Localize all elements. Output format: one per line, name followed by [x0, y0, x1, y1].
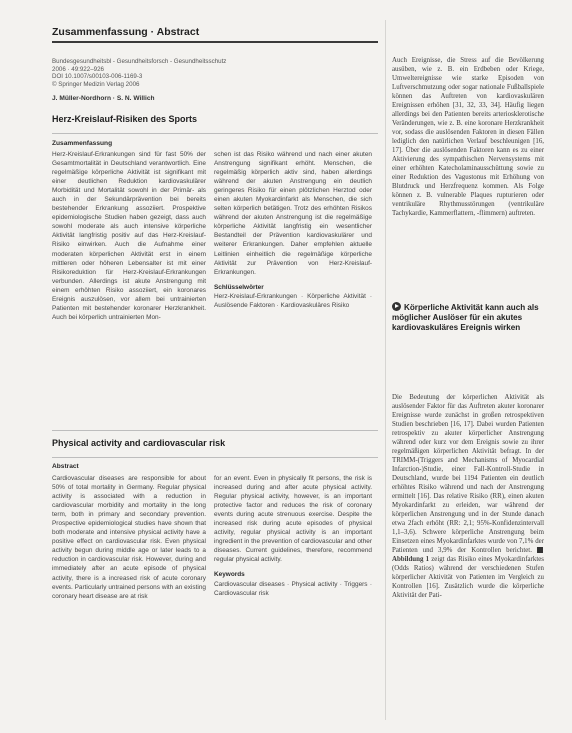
doi-line: DOI 10.1007/s00103-006-1169-3 — [52, 73, 143, 81]
figure-reference-icon — [537, 547, 543, 553]
right-column-text-1 — [392, 56, 544, 278]
english-abstract-text-1: Cardiovascular diseases are responsible for about 50% of total mortality in Germany. Regular physical activity is associated with a reduction in cardiovascular morbidity and mortality in the long term, both in primary and secondary prevention. Prospective epidemiological studies have shown that both moderate and intensive physical activity have a positive effect on cardiovascular risk. Even physical activity begun during middle age or later leads to a reduction in cardiovascular risk. However, during and immediately after an acute episode of physical activity, there is a increased risk of acute coronary events. Particularly untrained persons with an existing coronary heart disease are at risk — [52, 475, 206, 600]
german-keywords-heading: Schlüsselwörter — [214, 283, 264, 291]
right-column-text-2 — [392, 393, 544, 723]
copyright-line: © Springer Medizin Verlag 2006 — [52, 80, 140, 88]
english-abstract-col2 — [214, 474, 372, 706]
body-paragraph-2a: Die Bedeutung der körperlichen Aktivität als auslösender Faktor für das Auftreten akuter koronarer Ereignisse wurde zunächst in großen retrospektiven Studien beschrieben [16, 17]. Dabei wurden Patienten retrospektiv zu akuter körperlicher Anstrengung während oder kurz vor dem Ereignis sowie zu ihrer regelmäßigen körperlichen Aktivität befragt. In der TRIMM-(Triggers and Mechanisms of Myocardial Infarction-)Studie, einer Fall-Kontroll-Studie in Deutschland, wurde bei 1194 Patienten ein deutlich erhöhtes Risiko während und nach der Anstrengung ermittelt [16]. Das relative Risiko (RR), einen akuten Myokardinfarkt zu erleiden, war während der körperlichen Anstrengung und in der Stunde danach etwa 2fach erhöht (RR: 2,1; 95%-Konfidenzintervall 1,1–3,6). Schwere körperliche Anstrengung beim Einsetzen eines Myokardinfarktes wurde von 7,1% der Patienten und 3,9% der Kontrollen berichtet. — [392, 394, 544, 554]
authors: J. Müller-Nordhorn · S. N. Willich — [52, 95, 155, 102]
column-divider — [385, 20, 386, 720]
english-keywords-heading: Keywords — [214, 571, 245, 579]
german-keywords: Herz-Kreislauf-Erkrankungen · Körperliche Aktivität · Auslösende Faktoren · Kardiovaskuläres Risiko — [214, 292, 372, 309]
german-title: Herz-Kreislauf-Risiken des Sports — [52, 114, 198, 124]
english-top-rule — [52, 430, 378, 431]
german-abstract-col2 — [214, 150, 372, 423]
citation-line: Bundesgesundheitsbl - Gesundheitsforsch - Gesundheitsschutz 2006 · 49:922–926 — [52, 58, 227, 73]
figure-reference[interactable]: Abbildung 1 — [392, 556, 430, 563]
section-arrow-icon — [392, 302, 401, 311]
page-header — [52, 26, 378, 43]
body-paragraph-2b: zeigt das Risiko eines Myokardinfarktes (Odds Ratios) während der verschiedenen Stufen körperlicher Aktivität von Patienten im Vergleich zu Kontrollen [16]. Zusätzlich wurde die körperliche Aktivität der Pati- — [392, 556, 544, 599]
german-abstract-col1 — [52, 150, 206, 423]
subsection-heading-text: Körperliche Aktivität kann auch als möglicher Auslöser für ein akutes kardiovaskuläres Ereignis wirken — [392, 303, 539, 332]
subsection-heading — [392, 302, 552, 333]
german-abstract-text-1: Herz-Kreislauf-Erkrankungen sind für fast 50% der Gesamtmortalität in Deutschland verantwortlich. Eine regelmäßige körperliche Aktivität ist signifikant mit einer deutlichen Reduktion kardiovaskulärer Morbidität und Mortalität sowohl in der Primär- als auch in der Sekundärprävention bei bereits bestehender Erkrankung assoziiert. Prospektive epidemiologische Studien haben gezeigt, dass auch sowohl moderate als auch intensive körperliche Aktivität langfristig positiv auf das Herz-Kreislauf-Risiko einwirken. Auch die Aufnahme einer moderaten körperlichen Aktivität erst in einem mittleren oder höheren Lebensalter ist mit einer Risikoreduktion für Herz-Kreislauf-Erkrankungen verbunden. Allerdings ist akute Anstrengung mit einem erhöhten Risiko assoziiert, ein koronares Ereignis auszulösen, vor allem bei untrainierten Patienten mit bestehender koronarer Herzkrankheit. Auch bei körperlich untrainierten Mon- — [52, 151, 206, 321]
english-section-heading: Abstract — [52, 463, 79, 470]
body-paragraph-2 — [392, 393, 544, 600]
body-paragraph-1: Auch Ereignisse, die Stress auf die Bevölkerung ausüben, wie z. B. ein Erdbeben oder Kriege, Umweltereignisse wie starke Episoden von Luftverschmutzung oder sogar nationale Fußballspiele können das Auftreten von kardiovaskulären Ereignissen erhöhen [31, 32, 33, 34]. Häufig liegen allerdings bei den Patienten bereits arteriosklerotische Veränderungen, wie z. B. eine koronare Herzkrankheit vor, sodass die auslösenden Faktoren in diesen Fällen lediglich den natürlichen Verlauf beschleunigen [16, 17]. Über die auslösenden Faktoren kann es zu einer Aktivierung des sympathischen Nervensystems mit einer erhöhten Katecholaminausschüttung sowie zu einer Reduktion des Vagustonus mit Erhöhung von Blutdruck und Herzfrequenz kommen. Als Folge können z. B. vulnerable Plaques rupturieren oder ventrikuläre Rhythmusstörungen (ventrikuläre Tachykardie, Kammerflattern, -flimmern) auftreten. — [392, 57, 544, 217]
page-header-title: Zusammenfassung · Abstract — [52, 26, 200, 38]
english-abstract-text-2: for an event. Even in physically fit persons, the risk is increased during and after acute physical activity. Regular physical activity, however, is an important protective factor and reduces the risk of coronary events during acute strenuous exercise. Despite the increased risk during acute episodes of physical activity, regular physical activity is an important ingredient in the prevention of cardiovascular and other diseases. Current guidelines, therefore, recommend regular physical activity. — [214, 475, 372, 564]
german-abstract-text-2: schen ist das Risiko während und nach einer akuten Anstrengung signifikant erhöht. Menschen, die regelmäßig körperlich aktiv sind, haben allerdings während der akuten Anstrengung ein deutlich geringeres Risiko für einen plötzlichen Herztod oder einen akuten Myokardinfarkt als Menschen, die sich selten körperlich betätigen. Trotz des erhöhten Risikos während der akuten Anstrengung ist die regelmäßige körperliche Aktivität langfristig ein wesentlicher Bestandteil der Prävention kardiovaskulärer und weiterer Erkrankungen. Daher empfehlen aktuelle Leitlinien einheitlich die regelmäßige körperliche Aktivität zur Prävention von Herz-Kreislauf-Erkrankungen. — [214, 151, 372, 276]
citation-block — [52, 58, 232, 88]
german-section-heading: Zusammenfassung — [52, 140, 113, 147]
header-rule — [52, 41, 378, 43]
german-section-rule — [52, 133, 378, 134]
english-section-rule — [52, 457, 378, 458]
english-abstract-col1 — [52, 474, 206, 706]
english-keywords: Cardiovascular diseases · Physical activity · Triggers · Cardiovascular risk — [214, 580, 372, 597]
english-title: Physical activity and cardiovascular risk — [52, 438, 226, 448]
